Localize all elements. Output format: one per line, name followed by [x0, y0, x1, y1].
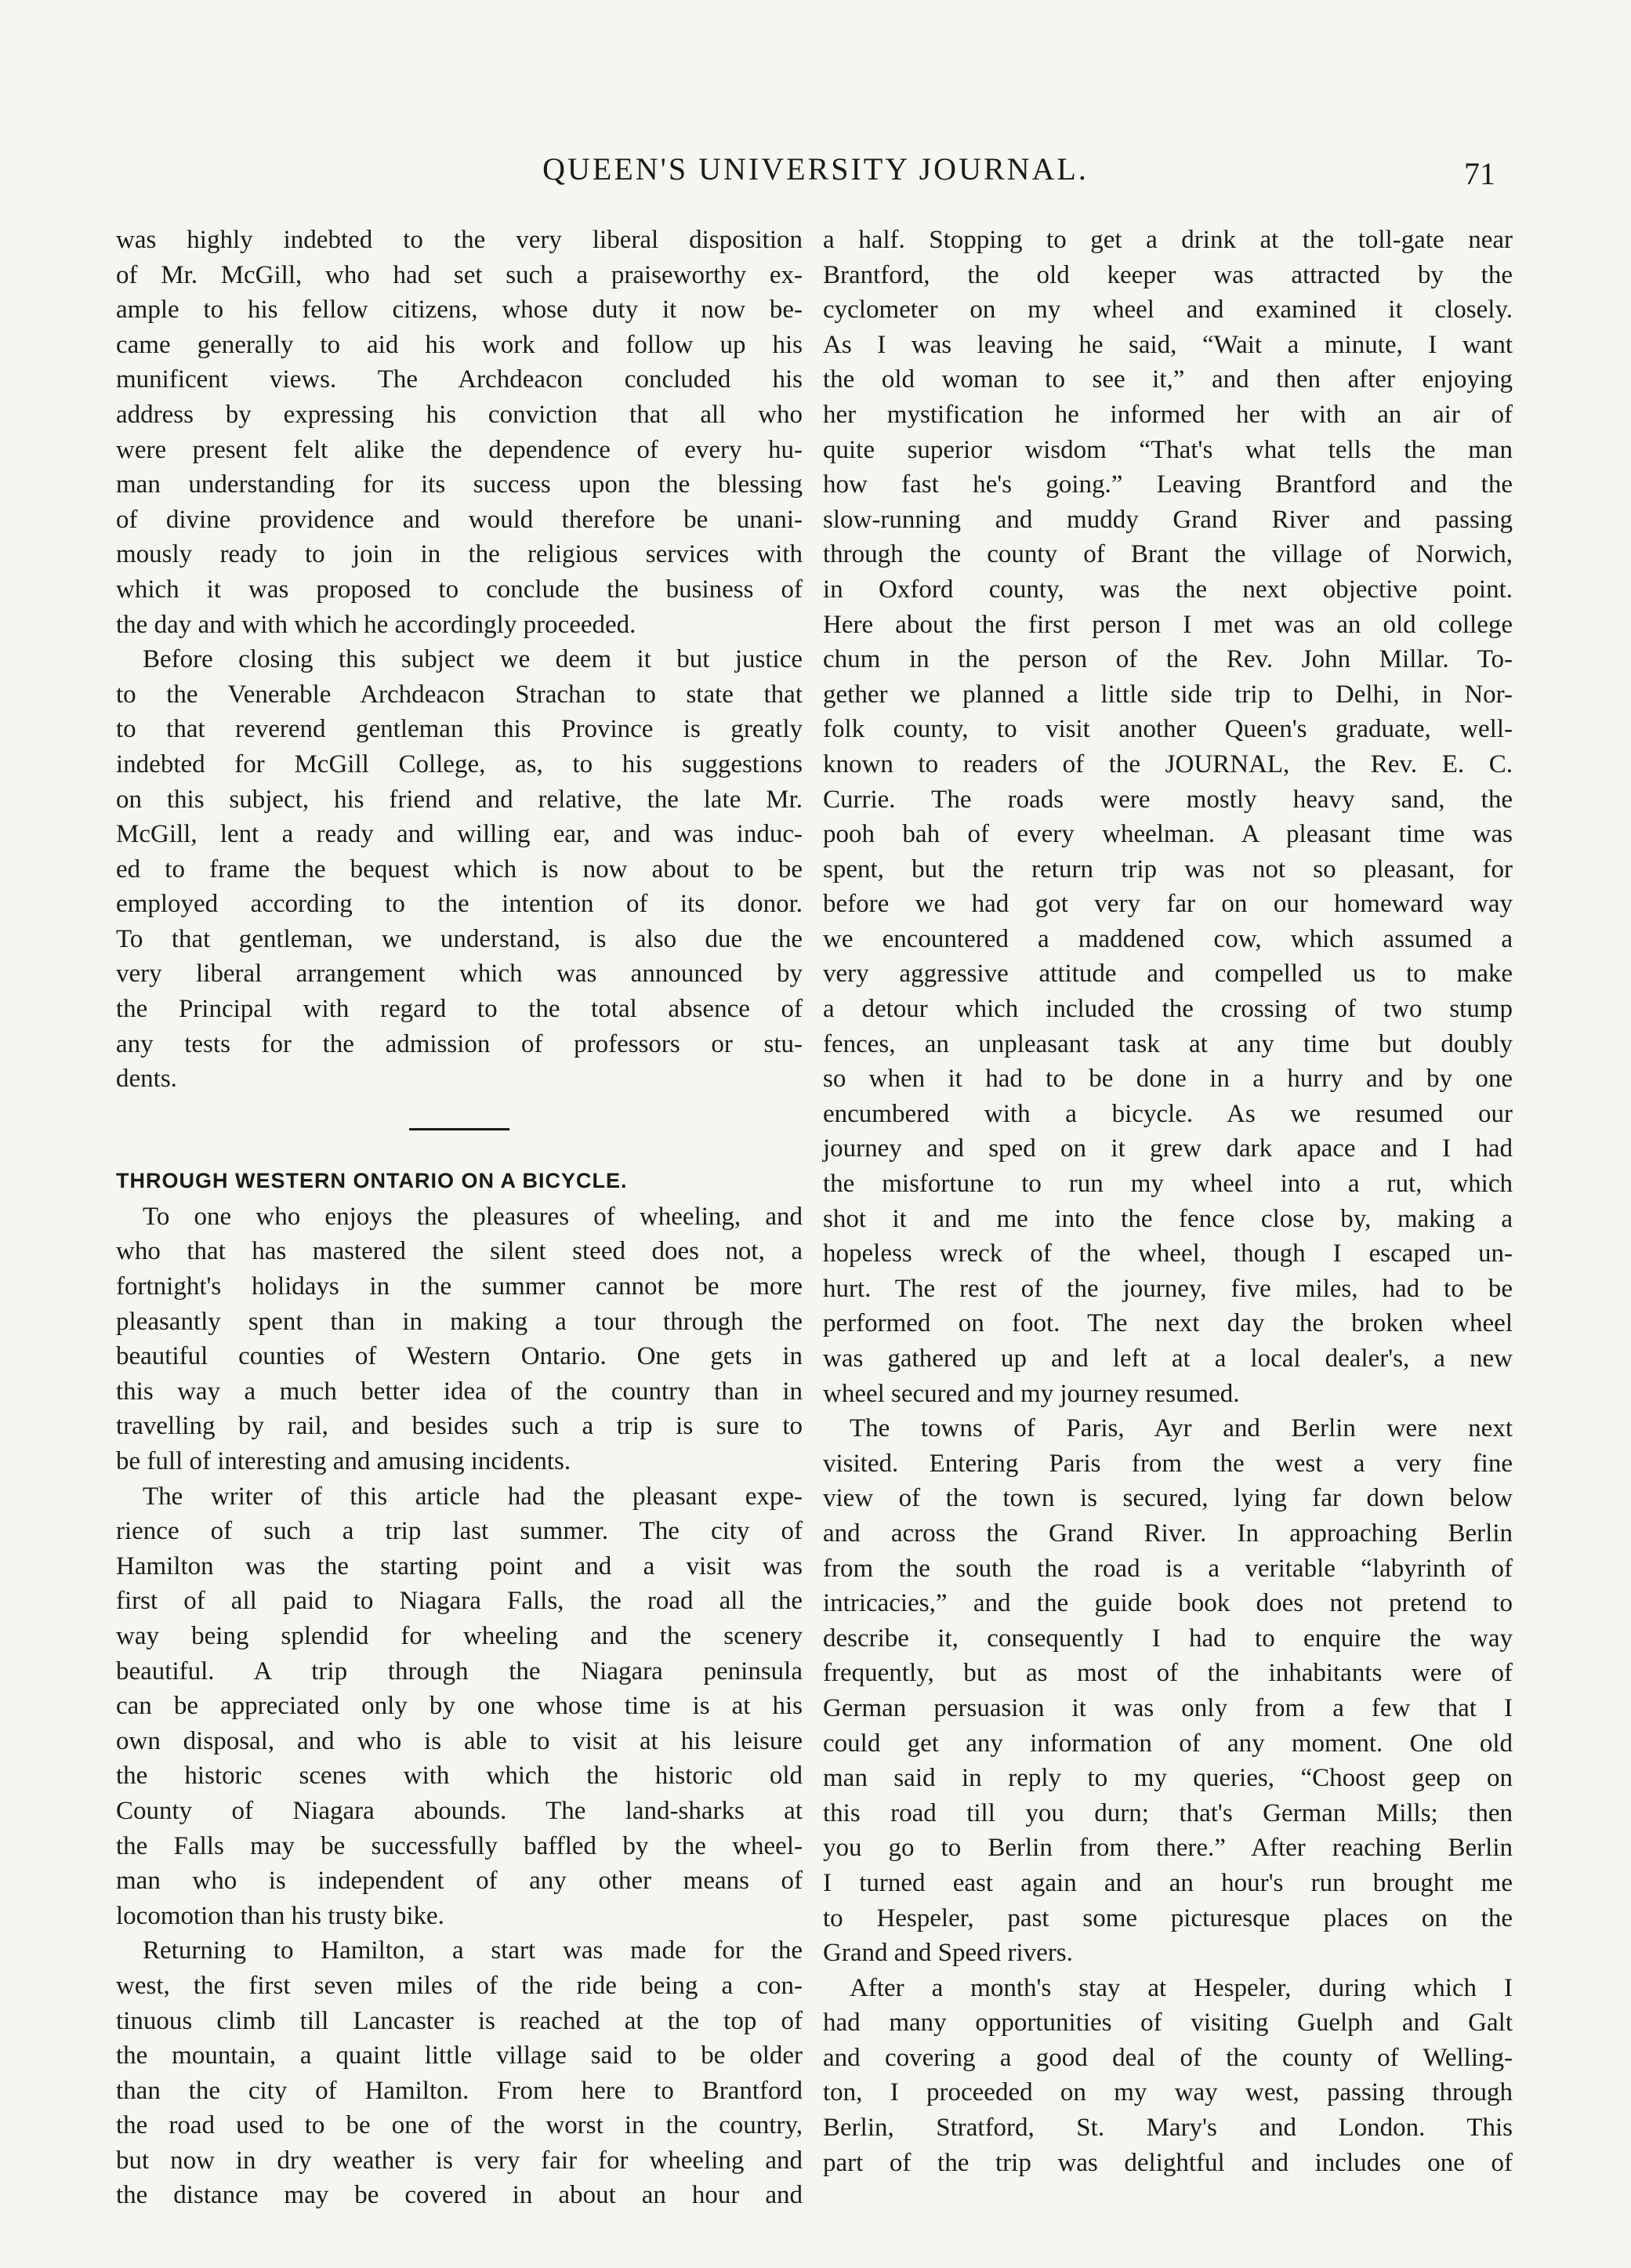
- text-line: shot it and me into the fence close by, making a: [823, 1204, 1513, 1233]
- text-line: travelling by rail, and besides such a trip is sure to: [116, 1412, 803, 1441]
- text-line: very liberal arrangement which was announced by: [116, 960, 803, 989]
- text-line: which it was proposed to conclude the business of: [116, 575, 803, 604]
- text-line: encumbered with a bicycle. As we resumed our: [823, 1099, 1513, 1128]
- article-heading: THROUGH WESTERN ONTARIO ON A BICYCLE.: [116, 1168, 628, 1192]
- text-line: the Falls may be successfully baffled by the wheel-: [116, 1831, 803, 1860]
- text-line: to Hespeler, past some picturesque places on the: [823, 1903, 1513, 1932]
- text-line: The towns of Paris, Ayr and Berlin were next: [850, 1414, 1513, 1443]
- text-line: address by expressing his conviction that all who: [116, 400, 803, 429]
- text-line: were present felt alike the dependence of every hu-: [116, 435, 803, 464]
- text-line: who that has mastered the silent steed does not, a: [116, 1237, 803, 1266]
- text-line: spent, but the return trip was not so pleasant, for: [823, 855, 1513, 884]
- text-line: folk county, to visit another Queen's graduate, well-: [823, 715, 1513, 744]
- text-line: Before closing this subject we deem it but justice: [143, 645, 803, 674]
- text-line: fortnight's holidays in the summer cannot be more: [116, 1272, 803, 1301]
- text-line: indebted for McGill College, as, to his suggestions: [116, 749, 803, 778]
- text-line: the misfortune to run my wheel into a rut, which: [823, 1170, 1513, 1199]
- text-line: German persuasion it was only from a few that I: [823, 1693, 1513, 1722]
- text-line: way being splendid for wheeling and the scenery: [116, 1621, 803, 1650]
- text-line: be full of interesting and amusing incidents.: [116, 1447, 571, 1475]
- text-line: but now in dry weather is very fair for wheeling and: [116, 2146, 803, 2175]
- text-line: rience of such a trip last summer. The city of: [116, 1517, 803, 1546]
- text-line: her mystification he informed her with an air of: [823, 400, 1513, 429]
- text-line: cyclometer on my wheel and examined it closely.: [823, 296, 1513, 325]
- text-line: I turned east again and an hour's run brought me: [823, 1868, 1513, 1897]
- text-line: from the south the road is a veritable “labyrinth of: [823, 1554, 1513, 1583]
- text-line: the Principal with regard to the total absence of: [116, 995, 803, 1024]
- text-line: through the county of Brant the village of Norwich,: [823, 540, 1513, 569]
- text-line: before we had got very far on our homeward way: [823, 890, 1513, 919]
- text-line: had many opportunities of visiting Guelph and Galt: [823, 2009, 1513, 2038]
- text-line: McGill, lent a ready and willing ear, and was induc-: [116, 820, 803, 849]
- paragraph: [116, 1199, 803, 1479]
- text-line: of Mr. McGill, who had set such a praiseworthy ex-: [116, 260, 803, 289]
- text-line: was highly indebted to the very liberal disposition: [116, 226, 803, 254]
- text-line: Grand and Speed rivers.: [823, 1939, 1073, 1968]
- text-line: you go to Berlin from there.” After reaching Berlin: [823, 1834, 1513, 1863]
- text-line: the historic scenes with which the historic old: [116, 1762, 803, 1791]
- text-line: Berlin, Stratford, St. Mary's and London. This: [823, 2114, 1513, 2143]
- text-line: pooh bah of every wheelman. A pleasant time was: [823, 820, 1513, 849]
- right-column: [823, 223, 1513, 2180]
- text-line: After a month's stay at Hespeler, during which I: [850, 1973, 1513, 2002]
- text-line: pleasantly spent than in making a tour through the: [116, 1307, 803, 1336]
- text-line: quite superior wisdom “That's what tells the man: [823, 435, 1513, 464]
- text-line: Hamilton was the starting point and a visit was: [116, 1551, 803, 1580]
- text-line: the distance may be covered in about an hour and: [116, 2181, 803, 2210]
- text-line: To that gentleman, we understand, is also due the: [116, 924, 803, 953]
- text-line: describe it, consequently I had to enquire the way: [823, 1624, 1513, 1653]
- text-line: frequently, but as most of the inhabitants were of: [823, 1659, 1513, 1688]
- text-line: ton, I proceeded on my way west, passing through: [823, 2078, 1513, 2107]
- text-line: first of all paid to Niagara Falls, the road all the: [116, 1587, 803, 1616]
- text-line: performed on foot. The next day the broken wheel: [823, 1309, 1513, 1338]
- paragraph: [823, 1411, 1513, 1971]
- text-line: Returning to Hamilton, a start was made for the: [143, 1936, 803, 1965]
- text-line: slow-running and muddy Grand River and passing: [823, 505, 1513, 534]
- text-line: in Oxford county, was the next objective point.: [823, 575, 1513, 604]
- text-line: gether we planned a little side trip to Delhi, in Nor-: [823, 680, 1513, 709]
- paragraph: [116, 642, 803, 1097]
- text-line: of divine providence and would therefore be unani-: [116, 505, 803, 534]
- text-line: this road till you durn; that's German Mills; then: [823, 1798, 1513, 1827]
- text-line: Currie. The roads were mostly heavy sand, the: [823, 785, 1513, 814]
- text-line: man understanding for its success upon the blessing: [116, 470, 803, 499]
- text-line: Here about the first person I met was an old college: [823, 610, 1513, 639]
- text-line: hurt. The rest of the journey, five miles, had to be: [823, 1274, 1513, 1303]
- text-line: the road used to be one of the worst in the country,: [116, 2111, 803, 2140]
- paragraph: [116, 223, 803, 642]
- text-line: journey and sped on it grew dark apace and I had: [823, 1134, 1513, 1163]
- text-line: this way a much better idea of the country than in: [116, 1377, 803, 1406]
- paragraph: [823, 223, 1513, 1411]
- text-line: intricacies,” and the guide book does not pretend to: [823, 1589, 1513, 1618]
- text-line: on this subject, his friend and relative, the late Mr.: [116, 785, 803, 814]
- text-line: mously ready to join in the religious services with: [116, 540, 803, 569]
- text-line: As I was leaving he said, “Wait a minute, I want: [823, 330, 1513, 359]
- paragraph: [116, 1933, 803, 2213]
- text-line: dents.: [116, 1065, 177, 1094]
- text-line: hopeless wreck of the wheel, though I escaped un-: [823, 1239, 1513, 1268]
- section-divider: [409, 1128, 509, 1130]
- text-line: munificent views. The Archdeacon concluded his: [116, 365, 803, 394]
- text-line: locomotion than his trusty bike.: [116, 1901, 444, 1930]
- text-line: west, the first seven miles of the ride being a con-: [116, 1971, 803, 2000]
- text-line: known to readers of the JOURNAL, the Rev. E. C.: [823, 749, 1513, 778]
- text-line: any tests for the admission of professors or stu-: [116, 1029, 803, 1058]
- text-line: the old woman to see it,” and then after enjoying: [823, 365, 1513, 394]
- text-line: County of Niagara abounds. The land-sharks at: [116, 1796, 803, 1825]
- text-line: can be appreciated only by one whose time is at his: [116, 1692, 803, 1721]
- text-line: how fast he's going.” Leaving Brantford and the: [823, 470, 1513, 499]
- text-line: the mountain, a quaint little village said to be older: [116, 2041, 803, 2070]
- text-line: To one who enjoys the pleasures of wheeling, and: [143, 1202, 803, 1231]
- text-line: beautiful. A trip through the Niagara peninsula: [116, 1657, 803, 1686]
- text-line: ed to frame the bequest which is now about to be: [116, 855, 803, 884]
- running-head-title: QUEEN'S UNIVERSITY JOURNAL.: [542, 151, 1089, 187]
- text-line: visited. Entering Paris from the west a very fine: [823, 1449, 1513, 1478]
- text-line: very aggressive attitude and compelled us to make: [823, 960, 1513, 989]
- text-line: man who is independent of any other means of: [116, 1867, 803, 1896]
- text-line: a half. Stopping to get a drink at the toll-gate near: [823, 226, 1513, 254]
- left-column: [116, 223, 803, 2213]
- text-line: than the city of Hamilton. From here to Brantford: [116, 2076, 803, 2105]
- text-line: to that reverend gentleman this Province is greatly: [116, 715, 803, 744]
- text-line: and across the Grand River. In approaching Berlin: [823, 1519, 1513, 1548]
- text-line: tinuous climb till Lancaster is reached at the top of: [116, 2006, 803, 2035]
- text-line: wheel secured and my journey resumed.: [823, 1379, 1240, 1408]
- paragraph: [823, 1971, 1513, 2181]
- text-line: we encountered a maddened cow, which assumed a: [823, 924, 1513, 953]
- text-line: the day and with which he accordingly proceeded.: [116, 610, 636, 639]
- text-line: part of the trip was delightful and includes one of: [823, 2148, 1513, 2177]
- page-number: 71: [1464, 156, 1495, 191]
- text-line: own disposal, and who is able to visit at his leisure: [116, 1726, 803, 1755]
- text-line: beautiful counties of Western Ontario. One gets in: [116, 1342, 803, 1371]
- text-line: Brantford, the old keeper was attracted by the: [823, 260, 1513, 289]
- paragraph: [116, 1479, 803, 1934]
- text-line: employed according to the intention of its donor.: [116, 890, 803, 919]
- text-line: chum in the person of the Rev. John Millar. To-: [823, 645, 1513, 674]
- text-line: so when it had to be done in a hurry and by one: [823, 1065, 1513, 1094]
- text-line: to the Venerable Archdeacon Strachan to state that: [116, 680, 803, 709]
- text-line: and covering a good deal of the county of Welling-: [823, 2043, 1513, 2072]
- text-line: came generally to aid his work and follow up his: [116, 330, 803, 359]
- text-line: view of the town is secured, lying far down below: [823, 1484, 1513, 1513]
- text-line: ample to his fellow citizens, whose duty it now be-: [116, 296, 803, 325]
- text-line: fences, an unpleasant task at any time but doubly: [823, 1029, 1513, 1058]
- text-line: The writer of this article had the pleasant expe-: [143, 1482, 803, 1511]
- text-line: was gathered up and left at a local dealer's, a new: [823, 1344, 1513, 1373]
- text-line: man said in reply to my queries, “Choost geep on: [823, 1764, 1513, 1793]
- text-line: could get any information of any moment. One old: [823, 1729, 1513, 1758]
- text-line: a detour which included the crossing of two stump: [823, 995, 1513, 1024]
